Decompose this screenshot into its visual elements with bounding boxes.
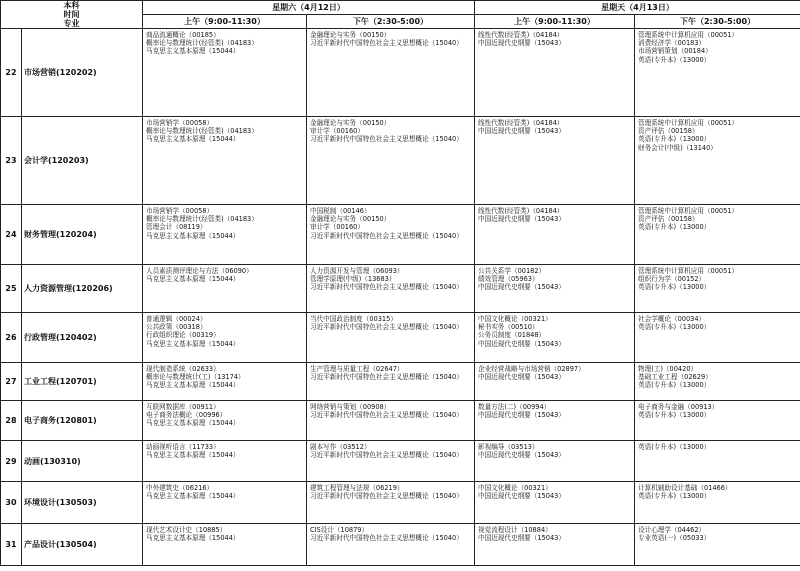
table-row: [1, 313, 800, 363]
corner-level: 本科: [63, 1, 80, 10]
course-entry: 习近平新时代中国特色社会主义思想概论（15040）: [310, 231, 463, 240]
course-entry: 资产评估（00158）: [638, 215, 699, 224]
course-entry: 习近平新时代中国特色社会主义思想概论（15040）: [310, 135, 463, 144]
course-entry: 马克思主义基本原理（15044）: [146, 231, 240, 240]
course-entry: 基础工业工程（02629）: [638, 373, 712, 382]
header-corner: [1, 1, 143, 29]
course-entry: 人员素质测评理论与方法（06090）: [146, 267, 253, 275]
exam-cell-sat-pm: [307, 401, 475, 441]
course-entry: 管理系统中计算机应用（00051）: [638, 31, 739, 39]
schedule-body: [1, 29, 800, 566]
table-row: [1, 401, 800, 441]
row-number: 23: [1, 117, 22, 205]
exam-cell-sun-am: [475, 29, 635, 117]
course-entry: 中国近现代史纲要（15043）: [478, 39, 565, 48]
course-entry: 绩效管理（05963）: [478, 275, 539, 284]
course-entry: 普通逻辑（00024）: [146, 315, 207, 323]
course-entry: 剧本写作（03512）: [310, 443, 371, 451]
course-entry: 英语(专升本)（13000）: [638, 283, 711, 292]
course-entry: 马克思主义基本原理（15044）: [146, 381, 240, 390]
header-sat-morning: 上午（9:00-11:30）: [143, 15, 307, 29]
major-name: 人力资源管理(120206): [22, 265, 143, 313]
course-entry: 英语(专升本)（13000）: [638, 381, 711, 390]
course-entry: 概率论与数理统计(工)（13174）: [146, 373, 245, 382]
exam-cell-sun-am: [475, 524, 635, 566]
course-entry: 马克思主义基本原理（15044）: [146, 339, 240, 348]
exam-cell-sun-pm: [635, 205, 800, 265]
course-entry: 管理系统中计算机应用（00051）: [638, 267, 739, 275]
major-name: 动画(130310): [22, 441, 143, 482]
exam-cell-sun-pm: [635, 441, 800, 482]
course-entry: 审计学（00160）: [310, 127, 364, 136]
major-name: 财务管理(120204): [22, 205, 143, 265]
course-entry: 人力资源开发与管理（06093）: [310, 267, 404, 275]
course-entry: 组织行为学（00152）: [638, 275, 706, 284]
exam-cell-sun-am: [475, 205, 635, 265]
course-entry: 马克思主义基本原理（15044）: [146, 135, 240, 144]
table-row: [1, 205, 800, 265]
header-sat-afternoon: 下午（2:30-5:00）: [307, 15, 475, 29]
row-number: 24: [1, 205, 22, 265]
course-entry: 马克思主义基本原理（15044）: [146, 47, 240, 56]
course-entry: 英语(专升本)（13000）: [638, 443, 711, 451]
course-entry: 公务员制度（01848）: [478, 331, 546, 340]
course-entry: 中国近现代史纲要（15043）: [478, 215, 565, 224]
major-name: 环境设计(130503): [22, 482, 143, 524]
course-entry: 线性代数(经管类)（04184）: [478, 31, 564, 39]
exam-cell-sat-am: [143, 313, 307, 363]
exam-cell-sat-pm: [307, 29, 475, 117]
course-entry: 金融理论与实务（00150）: [310, 215, 391, 224]
course-entry: 中国近现代史纲要（15043）: [478, 492, 565, 501]
exam-cell-sun-pm: [635, 29, 800, 117]
exam-cell-sat-am: [143, 363, 307, 401]
header-sun-afternoon: 下午（2:30-5:00）: [635, 15, 800, 29]
course-entry: 生产管理与质量工程（02647）: [310, 365, 404, 373]
course-entry: 中国文化概论（00321）: [478, 484, 552, 492]
course-entry: 线性代数(经管类)（04184）: [478, 207, 564, 215]
course-entry: 中国近现代史纲要（15043）: [478, 451, 565, 460]
row-number: 26: [1, 313, 22, 363]
header-saturday: 星期六（4月12日）: [143, 1, 475, 15]
course-entry: 行政组织理论（00319）: [146, 331, 220, 340]
course-entry: 管理系统中计算机应用（00051）: [638, 207, 739, 215]
course-entry: 英语(专升本)（13000）: [638, 223, 711, 232]
course-entry: 英语(专升本)（13000）: [638, 135, 711, 144]
major-name: 会计学(120203): [22, 117, 143, 205]
row-number: 22: [1, 29, 22, 117]
course-entry: 中国税制（00146）: [310, 207, 371, 215]
major-name: 产品设计(130504): [22, 524, 143, 566]
corner-major: 专业: [63, 19, 80, 28]
table-row: [1, 117, 800, 205]
table-row: [1, 363, 800, 401]
table-row: [1, 265, 800, 313]
exam-cell-sun-am: [475, 363, 635, 401]
table-row: [1, 29, 800, 117]
exam-cell-sat-am: [143, 524, 307, 566]
course-entry: 习近平新时代中国特色社会主义思想概论（15040）: [310, 39, 463, 48]
table-row: [1, 482, 800, 524]
course-entry: 消费经济学（00183）: [638, 39, 706, 48]
course-entry: 企业经营战略与市场营销（02897）: [478, 365, 585, 373]
course-entry: 中国近现代史纲要（15043）: [478, 373, 565, 382]
exam-cell-sat-pm: [307, 265, 475, 313]
header-day-row: [1, 1, 800, 15]
course-entry: 视觉流程设计（10884）: [478, 526, 552, 534]
exam-cell-sat-pm: [307, 482, 475, 524]
exam-cell-sat-am: [143, 117, 307, 205]
row-number: 28: [1, 401, 22, 441]
major-name: 行政管理(120402): [22, 313, 143, 363]
exam-cell-sun-pm: [635, 117, 800, 205]
course-entry: 中国近现代史纲要（15043）: [478, 534, 565, 543]
course-entry: 中国近现代史纲要（15043）: [478, 127, 565, 136]
exam-cell-sun-pm: [635, 363, 800, 401]
course-entry: 习近平新时代中国特色社会主义思想概论（15040）: [310, 451, 463, 460]
course-entry: 社会学概论（00034）: [638, 315, 706, 323]
exam-cell-sun-am: [475, 265, 635, 313]
exam-cell-sat-pm: [307, 313, 475, 363]
course-entry: 市场营销学（00058）: [146, 119, 214, 127]
course-entry: 市场营销学（00058）: [146, 207, 214, 215]
course-entry: 习近平新时代中国特色社会主义思想概论（15040）: [310, 373, 463, 382]
course-entry: 网络营销与策划（00908）: [310, 403, 391, 411]
exam-cell-sun-pm: [635, 524, 800, 566]
exam-cell-sat-am: [143, 205, 307, 265]
course-entry: 概率论与数理统计(经管类)（04183）: [146, 39, 258, 48]
course-entry: CIS设计（10879）: [310, 526, 369, 534]
course-entry: 当代中国政治制度（00315）: [310, 315, 397, 323]
exam-cell-sun-am: [475, 401, 635, 441]
course-entry: 金融理论与实务（00150）: [310, 119, 391, 127]
course-entry: 英语(专升本)（13000）: [638, 492, 711, 501]
course-entry: 习近平新时代中国特色社会主义思想概论（15040）: [310, 411, 463, 420]
course-entry: 秘书实务（00510）: [478, 323, 539, 332]
exam-cell-sun-am: [475, 482, 635, 524]
exam-cell-sat-pm: [307, 363, 475, 401]
exam-cell-sat-am: [143, 29, 307, 117]
exam-cell-sat-pm: [307, 117, 475, 205]
course-entry: 中国文化概论（00321）: [478, 315, 552, 323]
course-entry: 动画视听语言（11733）: [146, 443, 220, 451]
course-entry: 影视编导（03513）: [478, 443, 539, 451]
course-entry: 马克思主义基本原理（15044）: [146, 275, 240, 284]
course-entry: 公共政策（00318）: [146, 323, 207, 332]
major-name: 工业工程(120701): [22, 363, 143, 401]
exam-cell-sun-am: [475, 313, 635, 363]
course-entry: 英语(专升本)（13000）: [638, 55, 711, 64]
course-entry: 商品流通概论（00185）: [146, 31, 220, 39]
course-entry: 概率论与数理统计(经管类)（04183）: [146, 215, 258, 224]
course-entry: 中国近现代史纲要（15043）: [478, 339, 565, 348]
course-entry: 英语(专升本)（13000）: [638, 323, 711, 332]
exam-cell-sat-am: [143, 401, 307, 441]
course-entry: 审计学（00160）: [310, 223, 364, 232]
course-entry: 管理系统中计算机应用（00051）: [638, 119, 739, 127]
course-entry: 财务会计(中级)（13140）: [638, 143, 717, 152]
table-row: [1, 524, 800, 566]
exam-cell-sun-pm: [635, 401, 800, 441]
course-entry: 管理会计（08119）: [146, 223, 207, 232]
course-entry: 设计心理学（04462）: [638, 526, 706, 534]
course-entry: 习近平新时代中国特色社会主义思想概论（15040）: [310, 534, 463, 543]
course-entry: 市场营销策划（00184）: [638, 47, 712, 56]
course-entry: 电子商务法概论（00996）: [146, 411, 227, 420]
exam-cell-sun-am: [475, 117, 635, 205]
exam-cell-sat-pm: [307, 441, 475, 482]
course-entry: 专业英语(一)（05033）: [638, 534, 711, 543]
course-entry: 英语(专升本)（13000）: [638, 411, 711, 420]
course-entry: 习近平新时代中国特色社会主义思想概论（15040）: [310, 323, 463, 332]
row-number: 25: [1, 265, 22, 313]
exam-cell-sun-am: [475, 441, 635, 482]
table-row: [1, 441, 800, 482]
course-entry: 公共关系学（00182）: [478, 267, 546, 275]
exam-cell-sat-am: [143, 441, 307, 482]
course-entry: 概率论与数理统计(经管类)（04183）: [146, 127, 258, 136]
exam-cell-sun-pm: [635, 482, 800, 524]
course-entry: 资产评估（00158）: [638, 127, 699, 136]
exam-cell-sat-am: [143, 482, 307, 524]
header-sun-morning: 上午（9:00-11:30）: [475, 15, 635, 29]
course-entry: 现代艺术设计史（10885）: [146, 526, 227, 534]
course-entry: 管理学原理(中级)（13683）: [310, 275, 396, 284]
course-entry: 互联网数据库（00911）: [146, 403, 220, 411]
course-entry: 中国近现代史纲要（15043）: [478, 411, 565, 420]
row-number: 29: [1, 441, 22, 482]
course-entry: 马克思主义基本原理（15044）: [146, 534, 240, 543]
course-entry: 习近平新时代中国特色社会主义思想概论（15040）: [310, 492, 463, 501]
header-sunday: 星期天（4月13日）: [475, 1, 800, 15]
course-entry: 数量方法(二)（00994）: [478, 403, 551, 411]
course-entry: 建筑工程管理与法规（06219）: [310, 484, 404, 492]
row-number: 30: [1, 482, 22, 524]
course-entry: 马克思主义基本原理（15044）: [146, 492, 240, 501]
course-entry: 计算机辅助设计基础（01466）: [638, 484, 732, 492]
course-entry: 中国近现代史纲要（15043）: [478, 283, 565, 292]
course-entry: 马克思主义基本原理（15044）: [146, 451, 240, 460]
course-entry: 线性代数(经管类)（04184）: [478, 119, 564, 127]
major-name: 市场营销(120202): [22, 29, 143, 117]
course-entry: 物理(工)（00420）: [638, 365, 698, 373]
exam-cell-sat-pm: [307, 205, 475, 265]
course-entry: 中外建筑史（06216）: [146, 484, 214, 492]
major-name: 电子商务(120801): [22, 401, 143, 441]
exam-cell-sun-pm: [635, 313, 800, 363]
course-entry: 习近平新时代中国特色社会主义思想概论（15040）: [310, 283, 463, 292]
course-entry: 现代制造系统（02633）: [146, 365, 220, 373]
corner-time: 时间: [63, 10, 80, 19]
row-number: 31: [1, 524, 22, 566]
exam-cell-sun-pm: [635, 265, 800, 313]
course-entry: 金融理论与实务（00150）: [310, 31, 391, 39]
course-entry: 马克思主义基本原理（15044）: [146, 419, 240, 428]
course-entry: 电子商务与金融（00913）: [638, 403, 719, 411]
exam-cell-sat-pm: [307, 524, 475, 566]
row-number: 27: [1, 363, 22, 401]
exam-cell-sat-am: [143, 265, 307, 313]
